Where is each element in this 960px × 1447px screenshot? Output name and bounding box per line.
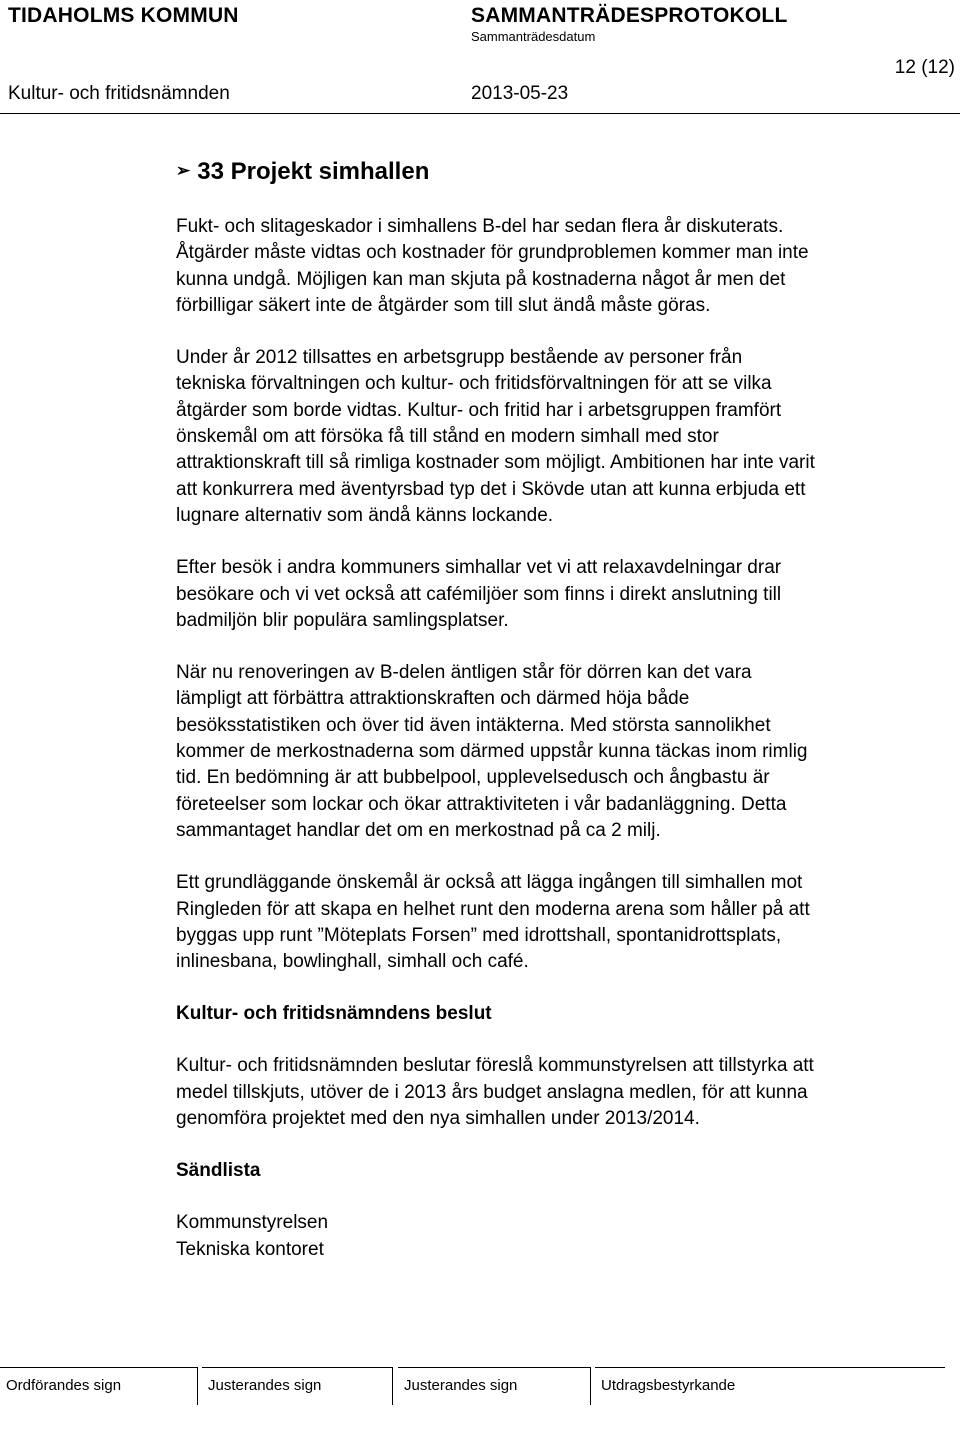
paragraph-visits <box>176 555 956 634</box>
distribution-heading: Sändlista <box>176 1160 261 1182</box>
text-line: Åtgärder måste vidtas och kostnader för grundproblemen kommer man inte <box>176 242 809 264</box>
signature-divider <box>590 1367 591 1405</box>
text-line: badmiljön blir populära samlingsplatser. <box>176 609 509 631</box>
meeting-date: 2013-05-23 <box>471 83 569 104</box>
text-line: Fukt- och slitageskador i simhallens B-del har sedan flera år diskuterats. <box>176 216 784 237</box>
text-line: Ett grundläggande önskemål är också att lägga ingången till simhallen mot <box>176 872 803 894</box>
text-line: önskemål om att försöka få till stånd en modern simhall med stor <box>176 426 719 448</box>
signature-footer <box>0 1367 960 1447</box>
text-line: Kultur- och fritidsnämnden beslutar föreslå kommunstyrelsen att tillstyrka att <box>176 1055 814 1077</box>
text-line: byggas upp runt ”Möteplats Forsen” med idrottshall, spontanidrottsplats, <box>176 924 782 946</box>
text-line: företeelser som lockar och ökar attraktiviteten i vår badanläggning. Detta <box>176 793 787 815</box>
text-line: kommer de merkostnaderna som därmed uppstår kunna täckas inom rimlig <box>176 741 808 763</box>
text-line: lugnare alternativ som ändå känns lockande. <box>176 504 554 526</box>
text-line: besökare och vi vet också att cafémiljöer som finns i direkt anslutning till <box>176 583 782 605</box>
distribution-recipient: Kommunstyrelsen <box>176 1212 329 1234</box>
board-name: Kultur- och fritidsnämnden <box>8 83 230 104</box>
text-line: attraktionskraft till så rimliga kostnader som möjligt. Ambitionen har inte varit <box>176 452 815 474</box>
text-line: När nu renoveringen av B-delen äntligen står för dörren kan det vara <box>176 662 752 684</box>
signature-field-certification: Utdragsbestyrkande <box>595 1367 945 1405</box>
text-line: åtgärder som borde vidtas. Kultur- och fritid har i arbetsgruppen framfört <box>176 399 782 421</box>
decision-text <box>176 1053 956 1132</box>
municipality-name: TIDAHOLMS KOMMUN <box>8 4 239 27</box>
text-line: förbilligar säkert inte de åtgärder som till slut ändå måste göras. <box>176 294 711 316</box>
signature-field-chair: Ordförandes sign <box>0 1367 197 1405</box>
text-line: genomföra projektet med den nya simhallen under 2013/2014. <box>176 1108 700 1130</box>
arrow-bullet-icon: ➢ <box>176 161 191 180</box>
section-title-text: 33 Projekt simhallen <box>197 158 430 185</box>
decision-heading: Kultur- och fritidsnämndens beslut <box>176 1003 492 1025</box>
paragraph-entrance <box>176 870 956 975</box>
text-line: kunna undgå. Möjligen kan man skjuta på kostnaderna något år men det <box>176 268 786 290</box>
text-line: sammantaget handlar det om en merkostnad på ca 2 milj. <box>176 819 661 841</box>
text-line: besöksstatistiken och över tid även intäkterna. Med största sannolikhet <box>176 714 771 736</box>
signature-divider <box>197 1367 198 1405</box>
signature-field-adjuster-1: Justerandes sign <box>202 1367 392 1405</box>
text-line: medel tillskjuts, utöver de i 2013 års budget anslagna medlen, för att kunna <box>176 1081 808 1103</box>
paragraph-working-group <box>176 345 956 529</box>
text-line: Ringleden för att skapa en helhet runt den moderna arena som håller på att <box>176 898 810 920</box>
page-number: 12 (12) <box>894 57 955 78</box>
paragraph-background <box>176 214 956 319</box>
text-line: Efter besök i andra kommuners simhallar vet vi att relaxavdelningar drar <box>176 557 782 579</box>
header-divider <box>0 113 960 114</box>
meeting-date-label: Sammanträdesdatum <box>471 29 596 44</box>
signature-field-adjuster-2: Justerandes sign <box>398 1367 590 1405</box>
signature-divider <box>392 1367 393 1405</box>
distribution-list <box>176 1210 956 1263</box>
paragraph-renovation <box>176 660 956 844</box>
text-line: tid. En bedömning är att bubbelpool, upplevelsedusch och ångbastu är <box>176 767 770 789</box>
protocol-title: SAMMANTRÄDESPROTOKOLL <box>471 4 788 27</box>
text-line: tekniska förvaltningen och kultur- och fritidsförvaltningen för att se vilka <box>176 373 772 395</box>
distribution-recipient: Tekniska kontoret <box>176 1238 324 1260</box>
text-line: inlinesbana, bowlinghall, simhall och café. <box>176 951 529 973</box>
document-body <box>176 214 956 1289</box>
text-line: Under år 2012 tillsattes en arbetsgrupp bestående av personer från <box>176 347 743 369</box>
text-line: lämpligt att förbättra attraktionskraften och därmed höja både <box>176 688 690 710</box>
section-title <box>176 158 429 186</box>
text-line: att konkurrera med äventyrsbad typ det i Skövde utan att kunna erbjuda ett <box>176 478 806 500</box>
